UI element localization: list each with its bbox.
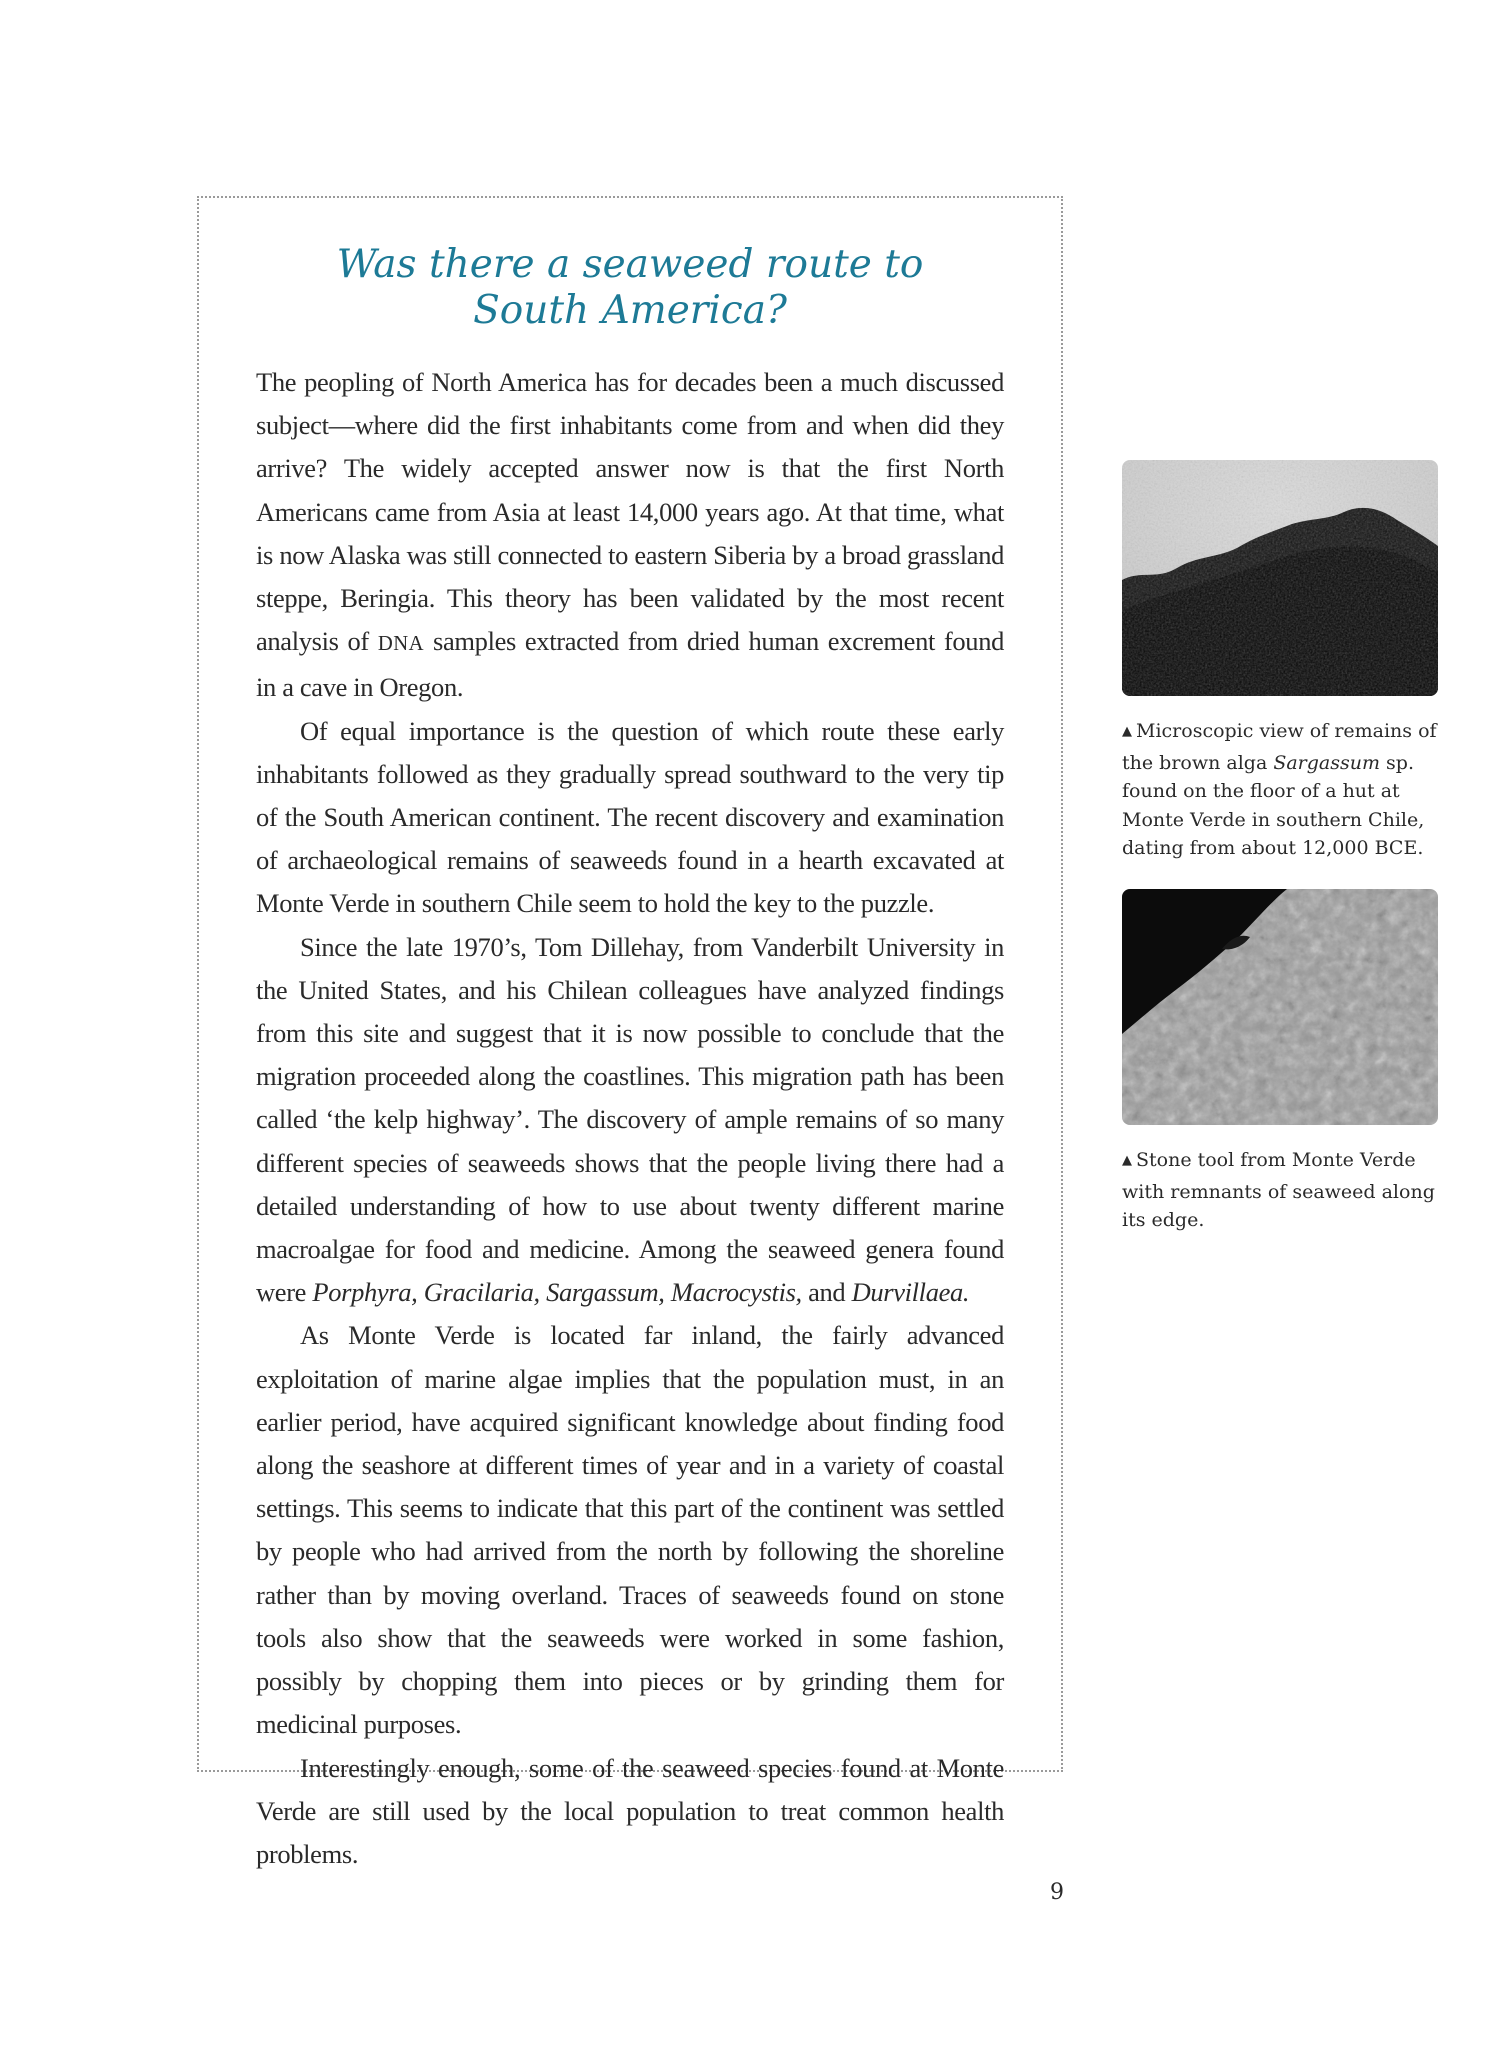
sidebar-body <box>256 361 1004 1876</box>
figure-1-caption <box>1122 717 1452 863</box>
paragraph-1-text-b: samples extracted from dried human excrement found in a cave in Oregon. <box>256 626 1004 703</box>
sidebar-title <box>200 242 1060 334</box>
sargassum-micrograph <box>1122 460 1438 696</box>
sidebar-title-line-2: South America? <box>473 288 787 333</box>
seaweed-genera-list: Porphyra, Gracilaria, Sargassum, Macrocystis, <box>312 1277 802 1308</box>
paragraph-1-text-a: The peopling of North America has for decades been a much discussed subject—where did the first inhabitants come from and when did they arrive? The widely accepted answer now is that the first North Americans came from Asia at least 14,000 years ago. At that time, what is now Alaska was still connected to eastern Siberia by a broad grassland steppe, Beringia. This theory has been validated by the most recent analysis of <box>256 367 1004 657</box>
paragraph-2: Of equal importance is the question of which route these early inhabitants followed as they gradually spread southward to the very tip of the South American continent. The recent discovery and examination of archaeological remains of seaweeds found in a hearth excavated at Monte Verde in southern Chile seem to hold the key to the puzzle. <box>256 715 1004 919</box>
paragraph-1 <box>256 361 1004 710</box>
figure-1-caption-text-b: sp. found on the floor of a hut at Monte Verde in southern Chile, dating from about 12,000 BCE. <box>1122 751 1425 859</box>
stone-tool-photo <box>1122 889 1438 1125</box>
paragraph-3 <box>256 926 1004 1315</box>
sidebar-title-line-1: Was there a seaweed route to <box>336 242 924 287</box>
seaweed-genus-last: Durvillaea. <box>851 1277 970 1308</box>
genera-connector: and <box>801 1277 852 1308</box>
paragraph-3-text: Since the late 1970’s, Tom Dillehay, from Vanderbilt University in the United States, and his Chilean colleagues have analyzed findings from this site and suggest that it is now possible to conclude that the migration proceeded along the coastlines. This migration path has been called ‘the kelp highway’. The discovery of ample remains of so many different species of seaweeds shows that the people living there had a detailed understanding of how to use about twenty different marine macroalgae for food and medicine. Among the seaweed genera found were <box>256 931 1004 1308</box>
paragraph-5: Interestingly enough, some of the seaweed species found at Monte Verde are still used by the local population to treat common health problems. <box>256 1752 1004 1869</box>
dna-abbreviation: DNA <box>377 633 425 656</box>
page-number: 9 <box>1050 1880 1064 1905</box>
figure-2-caption <box>1122 1146 1452 1235</box>
figure-2-caption-text: Stone tool from Monte Verde with remnants of seaweed along its edge. <box>1122 1149 1435 1231</box>
paragraph-4: As Monte Verde is located far inland, the fairly advanced exploitation of marine algae implies that the population must, in an earlier period, have acquired significant knowledge about finding food along the seashore at different times of year and in a variety of coastal settings. This seems to indicate that this part of the continent was settled by people who had arrived from the north by following the shoreline rather than by moving overland. Traces of seaweeds found on stone tools also show that the seaweeds were worked in some fashion, possibly by chopping them into pieces or by grinding them for medicinal purposes. <box>256 1320 1004 1740</box>
triangle-marker-icon: ▲ <box>1122 724 1132 739</box>
triangle-marker-icon: ▲ <box>1122 1153 1132 1168</box>
figure-1-caption-text-a: Microscopic view of remains of the brown alga <box>1122 720 1437 774</box>
figure-1-caption-genus: Sargassum <box>1273 751 1380 774</box>
